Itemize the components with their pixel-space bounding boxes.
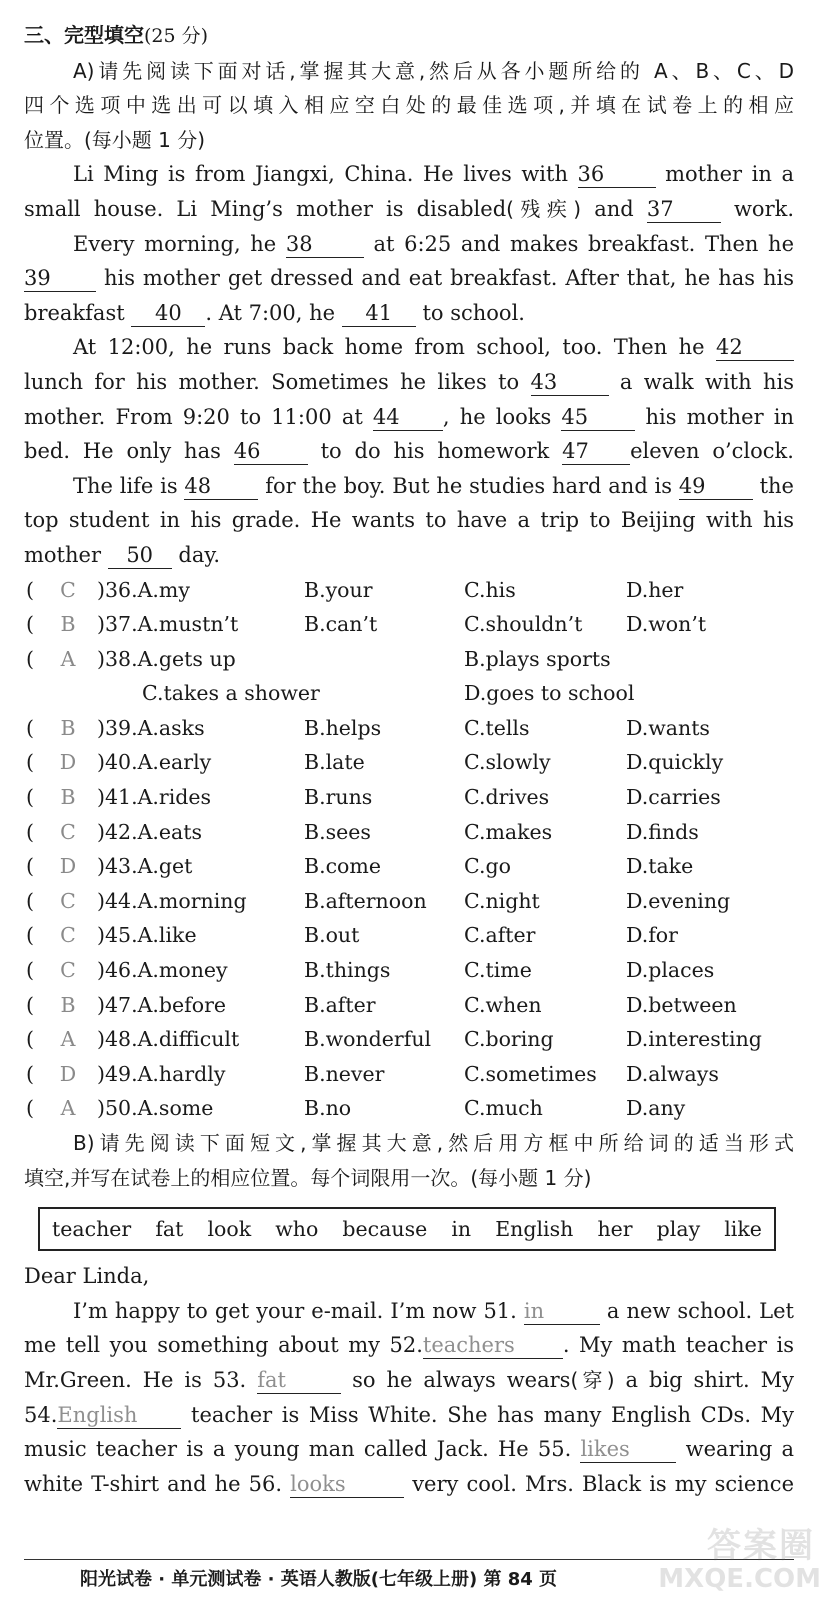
blank-46: 46 (234, 438, 308, 465)
option-c: C.shouldn’t (464, 612, 583, 637)
option-row (24, 815, 794, 850)
filled-answer: D (59, 750, 77, 775)
option-c: C.takes a shower (142, 681, 320, 706)
option-row (24, 607, 794, 642)
option-row (24, 918, 794, 953)
option-b: B.afternoon (304, 888, 427, 913)
option-c: C.drives (464, 785, 550, 810)
option-row (24, 745, 794, 780)
option-c: C.when (464, 992, 542, 1017)
word-box-item: like (724, 1217, 762, 1242)
blank-48: 48 (184, 473, 258, 500)
option-a: )48.A.difficult (97, 1027, 240, 1052)
option-a: )42.A.eats (97, 819, 203, 844)
option-b: B.things (304, 958, 391, 983)
option-b: B.no (304, 1096, 352, 1121)
filled-answer: B (60, 715, 76, 740)
section-score: (25 分) (144, 25, 209, 47)
passage-text: At 12:00, he runs back home from school, too. Then he (73, 335, 705, 360)
answer-bracket: ( (26, 819, 34, 844)
letter-text: a new school. Let (606, 1298, 794, 1323)
blank-42: 42 (716, 334, 794, 361)
option-d: D.places (626, 958, 715, 983)
option-b: B.after (304, 992, 376, 1017)
blank-39: 39 (24, 265, 96, 292)
option-d: D.finds (626, 819, 699, 844)
answer-bracket: ( (26, 1061, 34, 1086)
section-title: 三、完型填空 (24, 23, 144, 47)
passage-text: breakfast (24, 300, 125, 325)
passage-line (24, 296, 794, 331)
option-row (24, 1057, 794, 1092)
option-c: C.go (464, 854, 511, 879)
passage-text: the (759, 473, 794, 498)
option-b: B.wonderful (304, 1027, 432, 1052)
footer-text: 阳光试卷 · 单元测试卷 · 英语人教版(七年级上册) 第 84 页 (80, 1569, 558, 1590)
watermark-top-text: 答案圈 (707, 1526, 815, 1566)
blank-47: 47 (562, 438, 630, 465)
letter-text: I’m happy to get your e-mail. I’m now 51. (73, 1298, 517, 1323)
option-c: C.makes (464, 819, 553, 844)
option-d: D.evening (626, 888, 731, 913)
watermark-bottom-text: MXQE.COM (658, 1564, 821, 1594)
section-heading (24, 18, 794, 54)
option-b: B.runs (304, 785, 373, 810)
word-box-item: look (207, 1217, 252, 1242)
option-row (24, 1091, 794, 1126)
passage-text: mother. From 9:20 to 11:00 at (24, 404, 363, 429)
option-b: B.can’t (304, 612, 378, 637)
letter-text: wearing a (685, 1437, 794, 1462)
letter-greeting: Dear Linda, (24, 1264, 150, 1289)
letter-text: white T-shirt and he 56. (24, 1471, 283, 1496)
passage-line (24, 157, 794, 192)
option-c: C.boring (464, 1027, 554, 1052)
site-watermark-logo (658, 1512, 825, 1598)
part-b-instruction-2: 填空,并写在试卷上的相应位置。每个词限用一次。(每小题 1 分) (24, 1165, 592, 1190)
option-c: C.time (464, 958, 532, 983)
letter-line (24, 1294, 794, 1329)
part-a-instruction-2: 四个选项中选出可以填入相应空白处的最佳选项,并填在试卷上的相应 (24, 93, 794, 118)
option-d: D.carries (626, 785, 721, 810)
letter-text: . My math teacher is (562, 1333, 794, 1358)
blank-38: 38 (286, 231, 364, 258)
answer-52: teachers (423, 1332, 563, 1359)
letter-text: teacher is Miss White. She has many English CDs. My (191, 1402, 794, 1427)
option-d: D.always (626, 1061, 719, 1086)
passage-text: , he looks (442, 404, 552, 429)
filled-answer: D (59, 854, 77, 879)
filled-answer: B (60, 785, 76, 810)
word-box-item: who (275, 1217, 319, 1242)
part-a-instruction-1: A)请先阅读下面对话,掌握其大意,然后从各小题所给的 A、B、C、D (73, 58, 794, 83)
passage-line (24, 538, 794, 573)
answer-bracket: ( (26, 715, 34, 740)
option-c: C.tells (464, 715, 530, 740)
option-row (24, 849, 794, 884)
option-c: C.slowly (464, 750, 551, 775)
option-row (24, 642, 794, 677)
letter-text: me tell you something about my 52. (24, 1333, 423, 1358)
letter-line (24, 1467, 794, 1502)
answer-bracket: ( (26, 646, 34, 671)
option-b: B.come (304, 854, 381, 879)
filled-answer: C (60, 819, 76, 844)
passage-line (24, 365, 794, 400)
exam-page (24, 18, 794, 1588)
passage-text: Every morning, he (73, 231, 277, 256)
passage-text: small house. Li Ming’s mother is disabled (24, 196, 507, 221)
option-c: B.plays sports (464, 646, 611, 671)
filled-answer: A (60, 646, 76, 671)
option-c: D.goes to school (464, 681, 635, 706)
word-box-item: in (451, 1217, 472, 1242)
filled-answer: C (60, 577, 76, 602)
passage-text: mother in a (665, 162, 794, 187)
option-d: D.won’t (626, 612, 707, 637)
answer-bracket: ( (26, 785, 34, 810)
option-b: B.sees (304, 819, 371, 844)
passage-text: eleven o’clock. (630, 439, 794, 464)
passage-line (24, 400, 794, 435)
blank-49: 49 (679, 473, 753, 500)
option-c: C.sometimes (464, 1061, 597, 1086)
option-a: )50.A.some (97, 1096, 214, 1121)
option-d: D.for (626, 923, 678, 948)
blank-40: 40 (131, 300, 205, 327)
option-row (24, 676, 794, 711)
passage-text: work. (733, 196, 795, 221)
blank-45: 45 (561, 404, 635, 431)
answer-53: fat (257, 1367, 341, 1394)
filled-answer: C (60, 888, 76, 913)
blank-50: 50 (108, 542, 172, 569)
letter-text: 54. (24, 1402, 58, 1427)
answer-bracket: ( (26, 612, 34, 637)
passage-text: at 6:25 and makes breakfast. Then he (373, 231, 795, 256)
option-a: )40.A.early (97, 750, 212, 775)
option-row (24, 953, 794, 988)
option-b: B.out (304, 923, 360, 948)
passage-text: to do his homework (320, 439, 550, 464)
option-a: )39.A.asks (97, 715, 205, 740)
option-c: C.much (464, 1096, 543, 1121)
passage-text: Li Ming is from Jiangxi, China. He lives with (73, 162, 568, 187)
answer-51: in (524, 1298, 600, 1325)
answer-bracket: ( (26, 854, 34, 879)
option-c: C.after (464, 923, 536, 948)
option-a: )47.A.before (97, 992, 227, 1017)
part-b-instruction-1: B)请先阅读下面短文,掌握其大意,然后用方框中所给词的适当形式 (73, 1131, 794, 1155)
word-box-item: teacher (52, 1217, 132, 1242)
option-row (24, 988, 794, 1023)
passage-line (24, 469, 794, 504)
word-box-item: play (656, 1217, 701, 1242)
passage-text: his mother get dressed and eat breakfast. After that, he has his (103, 266, 794, 291)
option-row (24, 573, 794, 608)
letter-line (24, 1328, 794, 1363)
answer-bracket: ( (26, 750, 34, 775)
passage-text: lunch for his mother. Sometimes he likes to (24, 369, 520, 394)
option-a: )45.A.like (97, 923, 197, 948)
option-row (24, 711, 794, 746)
filled-answer: A (60, 1027, 76, 1052)
word-box-item: English (495, 1217, 574, 1242)
passage-line (24, 227, 794, 262)
option-b: B.never (304, 1061, 385, 1086)
filled-answer: C (60, 958, 76, 983)
option-d: D.between (626, 992, 737, 1017)
filled-answer: B (60, 612, 76, 637)
passage-text: and (594, 196, 634, 221)
option-a: )41.A.rides (97, 785, 212, 810)
blank-41: 41 (342, 300, 416, 327)
part-a-instruction-3: 位置。(每小题 1 分) (24, 127, 206, 152)
letter-text: music teacher is a young man called Jack. He 55. (24, 1437, 572, 1462)
option-b: B.late (304, 750, 365, 775)
answer-55: likes (580, 1436, 676, 1463)
option-a: )46.A.money (97, 958, 228, 983)
passage-text: his mother in (645, 404, 794, 429)
passage-line (24, 261, 794, 296)
letter-text: a big shirt. My (625, 1367, 795, 1392)
passage-text: (残疾) (506, 196, 582, 221)
option-c: C.his (464, 577, 516, 602)
option-row (24, 1022, 794, 1057)
passage-text: a walk with his (619, 369, 794, 394)
letter-line (24, 1432, 794, 1467)
letter-line (24, 1398, 794, 1433)
passage-text: . At 7:00, he (205, 300, 336, 325)
answer-bracket: ( (26, 958, 34, 983)
option-a: )43.A.get (97, 854, 193, 879)
passage-text: day. (178, 542, 221, 567)
blank-43: 43 (531, 369, 609, 396)
filled-answer: D (59, 1061, 77, 1086)
letter-text: so he always wears (352, 1367, 571, 1392)
option-d: D.wants (626, 715, 710, 740)
answer-bracket: ( (26, 577, 34, 602)
filled-answer: B (60, 992, 76, 1017)
answer-bracket: ( (26, 992, 34, 1017)
passage-line: top student in his grade. He wants to have a trip to Beijing with his (24, 508, 794, 533)
letter-text: (穿) (570, 1367, 615, 1392)
answer-56: looks (290, 1471, 404, 1498)
filled-answer: C (60, 923, 76, 948)
option-a: )49.A.hardly (97, 1061, 226, 1086)
option-a: )44.A.morning (97, 888, 247, 913)
option-a: )37.A.mustn’t (97, 612, 239, 637)
passage-text: for the boy. But he studies hard and is (265, 473, 673, 498)
option-c: C.night (464, 888, 540, 913)
word-box-item: her (597, 1217, 633, 1242)
passage-text: bed. He only has (24, 439, 221, 464)
blank-44: 44 (373, 404, 443, 431)
passage-line (24, 434, 794, 469)
passage-line (24, 192, 794, 227)
option-d: D.her (626, 577, 684, 602)
option-a: )36.A.my (97, 577, 190, 602)
option-d: D.interesting (626, 1027, 762, 1052)
letter-line (24, 1363, 794, 1398)
option-b: B.your (304, 577, 373, 602)
answer-bracket: ( (26, 1096, 34, 1121)
word-box-item: fat (155, 1217, 184, 1242)
option-row (24, 780, 794, 815)
option-row (24, 884, 794, 919)
option-d: D.any (626, 1096, 686, 1121)
option-a: )38.A.gets up (97, 646, 236, 671)
answer-54: English (57, 1402, 181, 1429)
passage-text: mother (24, 542, 101, 567)
passage-line (24, 330, 794, 365)
filled-answer: A (60, 1096, 76, 1121)
answer-bracket: ( (26, 923, 34, 948)
option-b: B.helps (304, 715, 382, 740)
word-box (38, 1207, 776, 1251)
answer-bracket: ( (26, 888, 34, 913)
answer-bracket: ( (26, 1027, 34, 1052)
letter-text: very cool. Mrs. Black is my science (412, 1471, 794, 1496)
option-d: D.quickly (626, 750, 724, 775)
passage-text: The life is (73, 473, 178, 498)
options-list (24, 573, 794, 1127)
word-box-item: because (342, 1217, 428, 1242)
passage-text: to school. (422, 300, 525, 325)
blank-37: 37 (647, 196, 721, 223)
blank-36: 36 (578, 161, 656, 188)
letter-text: Mr.Green. He is 53. (24, 1367, 247, 1392)
option-d: D.take (626, 854, 694, 879)
